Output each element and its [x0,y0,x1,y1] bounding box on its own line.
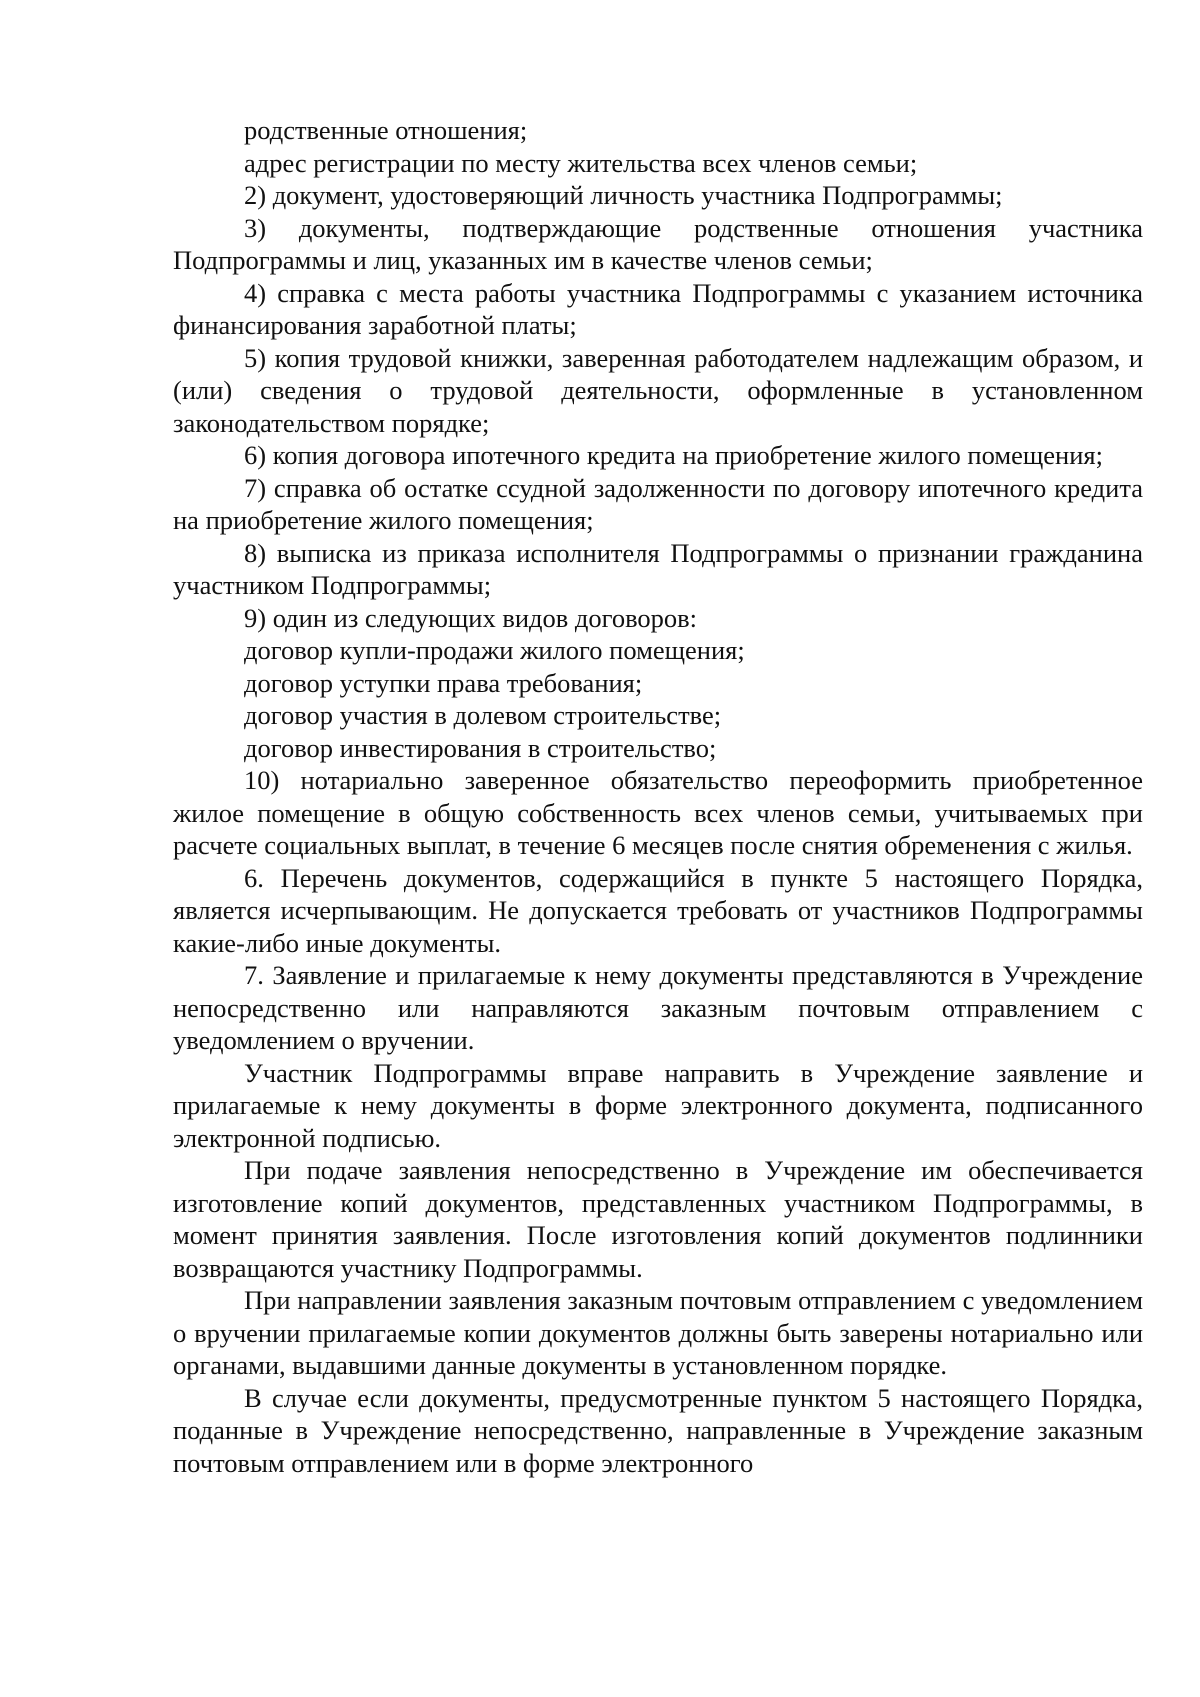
paragraph: 7) справка об остатке ссудной задолженности по договору ипотечного кредита на приобретение жилого помещения; [173,472,1143,535]
paragraph: договор участия в долевом строительстве; [244,700,722,730]
paragraph: адрес регистрации по месту жительства всех членов семьи; [244,147,918,178]
paragraph: 4) справка с места работы участника Подпрограммы с указанием источника финансирования заработной платы; [173,277,1143,340]
paragraph: Участник Подпрограммы вправе направить в Учреждение заявление и прилагаемые к нему документы в форме электронного документа, подписанного электронной подписью. [173,1057,1143,1153]
paragraph: договор инвестирования в строительство; [244,732,717,763]
paragraph: 6. Перечень документов, содержащийся в пункте 5 настоящего Порядка, является исчерпывающим. Не допускается требовать от участников Подпрограммы какие-либо иные документы. [173,862,1143,958]
paragraph: 3) документы, подтверждающие родственные отношения участника Подпрограммы и лиц, указанных им в качестве членов семьи; [173,212,1143,275]
paragraph: При подаче заявления непосредственно в Учреждение им обеспечивается изготовление копий документов, представленных участником Подпрограммы, в момент принятия заявления. После изготовления копий документов подлинники возвращаются участнику Подпрограммы. [173,1155,1143,1283]
paragraph: 5) копия трудовой книжки, заверенная работодателем надлежащим образом, и (или) сведения о трудовой деятельности, оформленные в установленном законодательством порядке; [173,342,1143,438]
paragraph: договор уступки права требования; [244,667,643,698]
document-body [173,114,1143,1479]
paragraph: родственные отношения; [244,115,528,145]
paragraph: В случае если документы, предусмотренные пунктом 5 настоящего Порядка, поданные в Учреждение непосредственно, направленные в Учреждение заказным почтовым отправлением или в форме электронного [173,1382,1143,1478]
paragraph: договор купли-продажи жилого помещения; [244,635,745,665]
paragraph: 6) копия договора ипотечного кредита на приобретение жилого помещения; [244,440,1103,470]
paragraph: 10) нотариально заверенное обязательство переоформить приобретенное жилое помещение в общую собственность всех членов семьи, учитываемых при расчете социальных выплат, в течение 6 месяцев после снятия обременения с жилья. [173,765,1143,860]
paragraph: 7. Заявление и прилагаемые к нему документы представляются в Учреждение непосредственно или направляются заказным почтовым отправлением с уведомлением о вручении. [173,960,1143,1055]
paragraph: 9) один из следующих видов договоров: [244,602,698,633]
paragraph: 8) выписка из приказа исполнителя Подпрограммы о признании гражданина участником Подпрограммы; [173,537,1143,600]
paragraph: При направлении заявления заказным почтовым отправлением с уведомлением о вручении прилагаемые копии документов должны быть заверены нотариально или органами, выдавшими данные документы в установленном порядке. [173,1285,1143,1380]
paragraph: 2) документ, удостоверяющий личность участника Подпрограммы; [244,180,1003,210]
